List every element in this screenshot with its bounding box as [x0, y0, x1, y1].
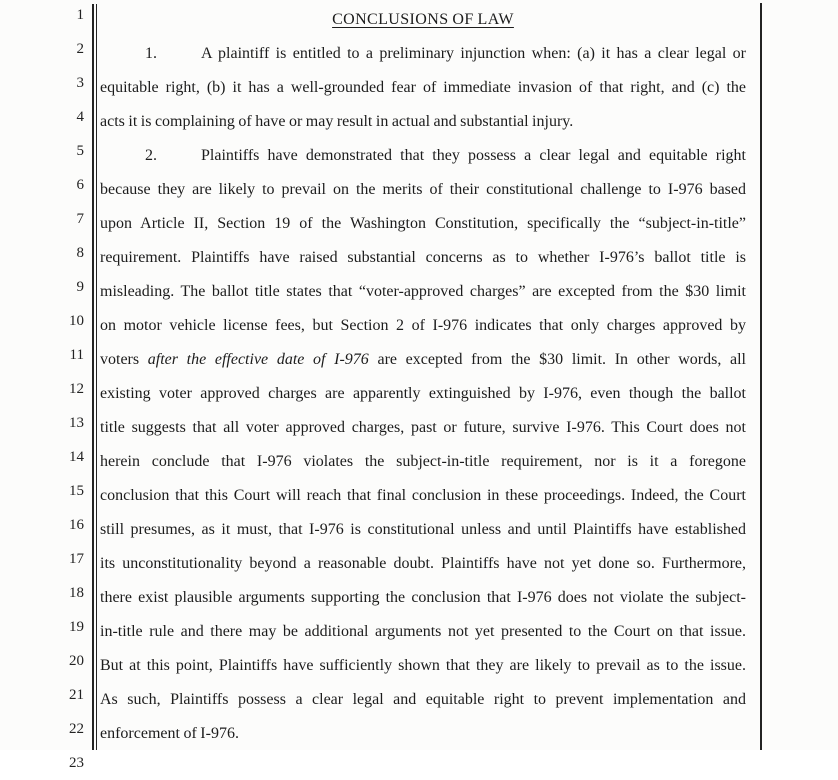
text-segment: still presumes, as it must, that I-976 is constitutional unless and until Plaintiffs have established — [100, 521, 746, 538]
line-number: 14 — [69, 449, 84, 465]
line-number: 5 — [76, 143, 84, 159]
text-segment: herein conclude that I-976 violates the subject-in-title requirement, nor is it a foregone — [100, 453, 746, 470]
document-line — [100, 173, 746, 207]
line-number: 16 — [69, 517, 84, 533]
text-segment: conclusion that this Court will reach that final conclusion in these proceedings. Indeed, the Court — [100, 487, 746, 504]
document-line — [100, 479, 746, 513]
right-margin-rule — [760, 3, 762, 750]
text-segment: title suggests that all voter approved charges, past or future, survive I-976. This Court does not — [100, 419, 746, 436]
line-number: 23 — [69, 755, 84, 771]
text-segment: on motor vehicle license fees, but Section 2 of I-976 indicates that only charges approved by — [100, 317, 746, 334]
text-segment: enforcement of I-976. — [100, 725, 239, 742]
paragraph-number: 2. — [145, 147, 157, 164]
line-number: 6 — [76, 177, 84, 193]
text-segment: A plaintiff is entitled to a preliminary injunction when: (a) it has a clear legal or — [201, 45, 746, 62]
document-line — [100, 309, 746, 343]
line-number: 21 — [69, 687, 84, 703]
paragraph-number: 1. — [145, 45, 157, 62]
document-line — [100, 37, 746, 71]
line-number: 7 — [76, 211, 84, 227]
line-number: 17 — [69, 551, 84, 567]
page-title: CONCLUSIONS OF LAW — [332, 11, 514, 28]
text-segment: As such, Plaintiffs possess a clear legal and equitable right to prevent implementation and — [100, 691, 746, 708]
italic-text-segment: after the effective date of I-976 — [147, 351, 369, 368]
text-segment: in-title rule and there may be additional arguments not yet presented to the Court on that issue. — [100, 623, 746, 640]
line-number: 3 — [76, 75, 84, 91]
line-number: 2 — [76, 41, 84, 57]
document-title-line — [100, 3, 746, 37]
document-line — [100, 241, 746, 275]
text-segment: But at this point, Plaintiffs have sufficiently shown that they are likely to prevail as to the issue. — [100, 657, 746, 674]
text-segment: acts it is complaining of have or may result in actual and substantial injury. — [100, 113, 574, 130]
document-line — [100, 581, 746, 615]
document-line — [100, 71, 746, 105]
line-number: 8 — [76, 245, 84, 261]
text-segment: because they are likely to prevail on the merits of their constitutional challenge to I-976 based — [100, 181, 746, 198]
text-segment: its unconstitutionality beyond a reasonable doubt. Plaintiffs have not yet done so. Furthermore, — [100, 555, 746, 572]
line-number: 18 — [69, 585, 84, 601]
line-number: 4 — [76, 109, 84, 125]
document-line — [100, 649, 746, 683]
text-segment: equitable right, (b) it has a well-grounded fear of immediate invasion of that right, and (c) the — [100, 79, 746, 96]
document-line — [100, 615, 746, 649]
text-segment: Plaintiffs have demonstrated that they possess a clear legal and equitable right — [201, 147, 746, 164]
line-number: 19 — [69, 619, 84, 635]
document-line — [100, 275, 746, 309]
left-double-rule-inner — [96, 4, 98, 750]
line-number: 22 — [69, 721, 84, 737]
line-number: 9 — [76, 279, 84, 295]
left-double-rule-outer — [92, 4, 94, 750]
line-number: 12 — [69, 381, 84, 397]
line-number: 10 — [69, 313, 84, 329]
document-line — [100, 207, 746, 241]
document-line — [100, 139, 746, 173]
document-line — [100, 411, 746, 445]
line-number: 13 — [69, 415, 84, 431]
line-number: 15 — [69, 483, 84, 499]
text-segment: existing voter approved charges are apparently extinguished by I-976, even though the ballot — [100, 385, 746, 402]
document-line — [100, 105, 746, 139]
document-line — [100, 513, 746, 547]
line-number: 1 — [76, 7, 84, 23]
text-segment: requirement. Plaintiffs have raised substantial concerns as to whether I-976’s ballot title is — [100, 249, 746, 266]
line-number-column — [0, 0, 84, 780]
document-line — [100, 547, 746, 581]
document-body — [100, 3, 746, 751]
text-segment: there exist plausible arguments supporting the conclusion that I-976 does not violate the subject- — [100, 589, 746, 606]
line-number: 11 — [69, 347, 84, 363]
text-segment: upon Article II, Section 19 of the Washington Constitution, specifically the “subject-in-title” — [100, 215, 746, 232]
document-line — [100, 717, 746, 751]
text-segment: misleading. The ballot title states that “voter-approved charges” are excepted from the $30 limit — [100, 283, 746, 300]
document-line — [100, 683, 746, 717]
document-line — [100, 377, 746, 411]
document-line — [100, 445, 746, 479]
document-line — [100, 343, 746, 377]
line-number: 20 — [69, 653, 84, 669]
text-segment: are excepted from the $30 limit. In other words, all — [368, 351, 746, 368]
text-segment: voters — [100, 351, 148, 368]
